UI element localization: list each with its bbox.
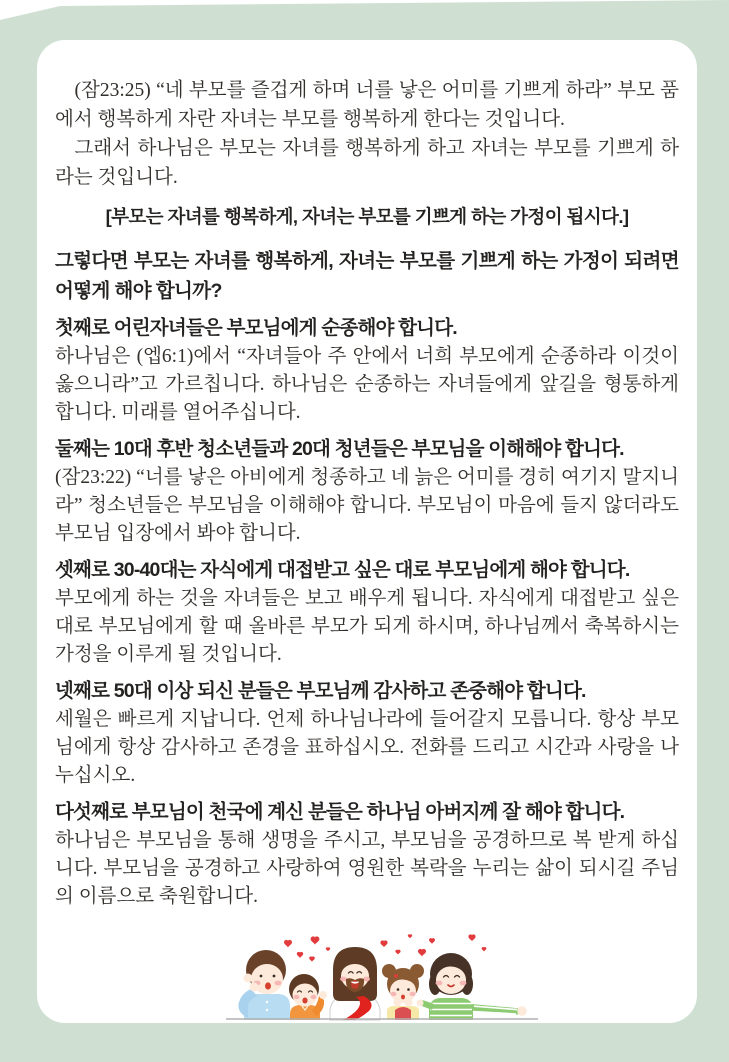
question-paragraph: 그렇다면 부모는 자녀를 행복하게, 자녀는 부모를 기쁘게 하는 가정이 되려면 어떻게 해야 합니까? bbox=[55, 250, 679, 302]
sermon-text bbox=[55, 76, 679, 911]
section-5-heading: 다섯째로 부모님이 천국에 계신 분들은 하나님 아버지께 잘 해야 합니다. bbox=[55, 801, 625, 823]
callout-line: [부모는 자녀를 행복하게, 자녀는 부모를 기쁘게 하는 가정이 됩시다.] bbox=[105, 206, 629, 227]
section-5 bbox=[55, 800, 679, 911]
section-2-heading: 둘째는 10대 후반 청소년들과 20대 청년들은 부모님을 이해해야 합니다. bbox=[55, 438, 624, 460]
boy-figure bbox=[289, 974, 327, 1020]
section-3-body: 부모에게 하는 것을 자녀들은 보고 배우게 됩니다. 자식에게 대접받고 싶은 대로 부모님에게 할 때 올바른 부모가 되게 하시며, 하나님께서 축복하시는 가정을 이루게 될 것입니다. bbox=[55, 588, 679, 665]
family-with-jesus-drawing bbox=[224, 918, 540, 1022]
section-5-body: 하나님은 부모님을 통해 생명을 주시고, 부모님을 공경하므로 복 받게 하십니다. 부모님을 공경하고 사랑하여 영원한 복락을 누리는 삶이 되시길 주님의 이름으로 축원합니다. bbox=[55, 830, 679, 907]
section-3 bbox=[55, 558, 679, 669]
father-figure bbox=[238, 950, 290, 1020]
section-1-body: 하나님은 (엡6:1)에서 “자녀들아 주 안에서 너희 부모에게 순종하라 이것이 옳으니라”고 가르칩니다. 하나님은 순종하는 자녀들에게 앞길을 형통하게 합니다. 미래를 열어주십니다. bbox=[55, 346, 679, 423]
section-3-heading: 셋째로 30-40대는 자식에게 대접받고 싶은 대로 부모님에게 해야 합니다. bbox=[55, 559, 630, 581]
intro-paragraph-1: (잠23:25) “네 부모를 즐겁게 하며 너를 낳은 어미를 기쁘게 하라” 부모 품에서 행복하게 자란 자녀는 부모를 행복하게 한다는 것입니다. bbox=[55, 80, 679, 130]
section-2 bbox=[55, 437, 679, 548]
mother-figure bbox=[417, 953, 527, 1020]
jesus-figure bbox=[330, 947, 380, 1020]
section-1-heading: 첫째로 어린자녀들은 부모님에게 순종해야 합니다. bbox=[55, 317, 457, 339]
section-4 bbox=[55, 679, 679, 790]
intro-paragraph-2: 그래서 하나님은 부모는 자녀를 행복하게 하고 자녀는 부모를 기쁘게 하라는 것입니다. bbox=[55, 138, 679, 188]
section-4-heading: 넷째로 50대 이상 되신 분들은 부모님께 감사하고 존중해야 합니다. bbox=[55, 680, 586, 702]
section-1 bbox=[55, 316, 679, 427]
section-4-body: 세월은 빠르게 지납니다. 언제 하나님나라에 들어갈지 모릅니다. 항상 부모님에게 항상 감사하고 존경을 표하십시오. 전화를 드리고 시간과 사랑을 나누십시오. bbox=[55, 709, 679, 786]
family-illustration bbox=[224, 918, 540, 1022]
girl-figure bbox=[382, 964, 424, 1020]
content-card bbox=[37, 40, 697, 1023]
section-2-body: (잠23:22) “너를 낳은 아비에게 청종하고 네 늙은 어미를 경히 여기지 말지니라” 청소년들은 부모님을 이해해야 합니다. 부모님이 마음에 들지 않더라도 부모님 입장에서 봐야 합니다. bbox=[55, 467, 679, 544]
